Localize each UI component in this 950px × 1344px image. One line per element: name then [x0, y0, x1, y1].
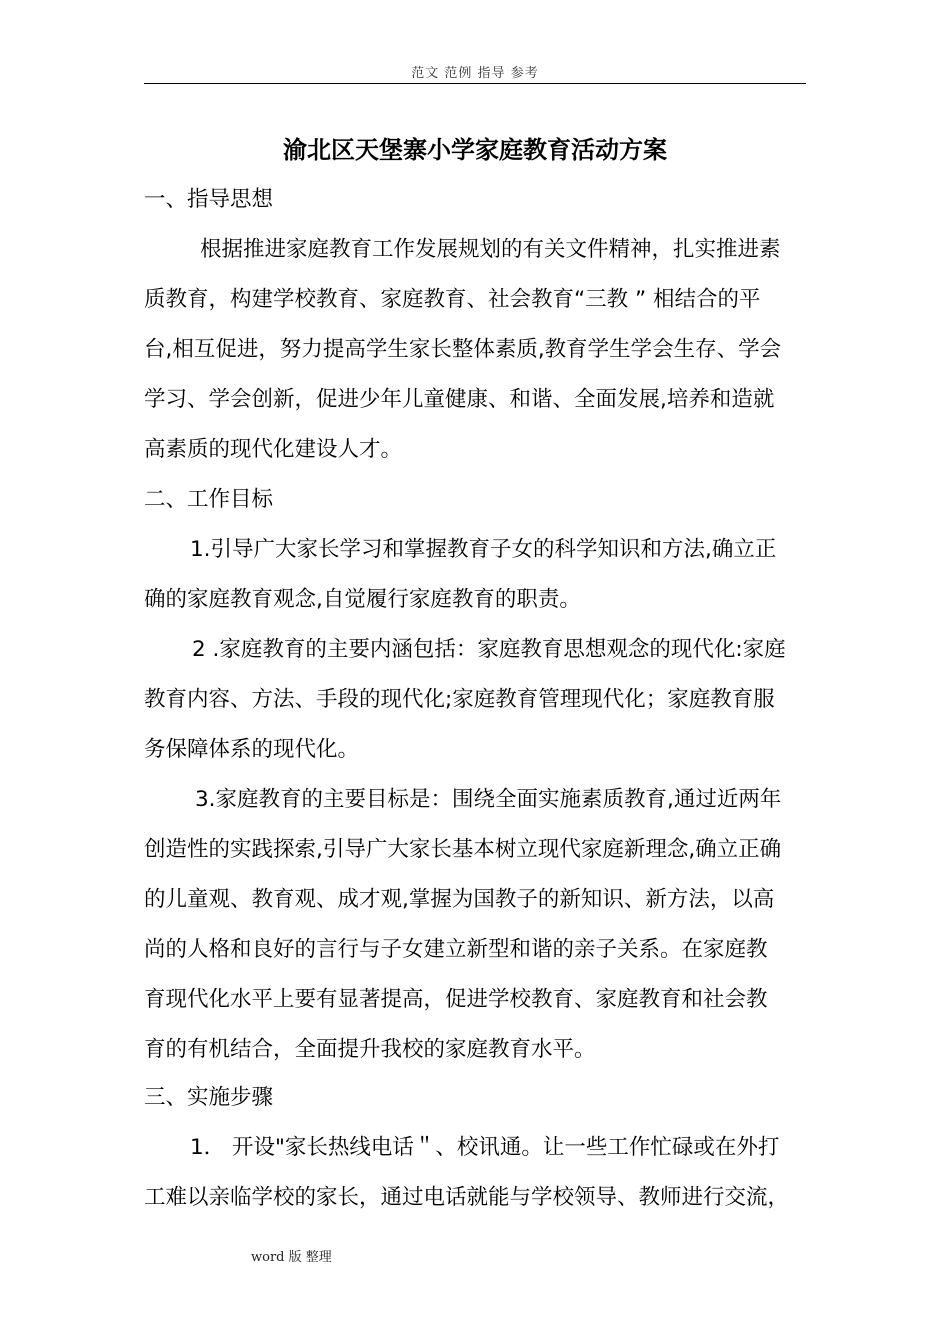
paragraph-line: 尚的人格和良好的言行与子女建立新型和谐的亲子关系。在家庭教 [144, 937, 768, 962]
paragraph-line: 学习、学会创新，促进少年儿童健康、和谐、全面发展,培养和造就 [144, 387, 775, 412]
document-title: 渝北区天堡寨小学家庭教育活动方案 [283, 136, 667, 164]
paragraph-line: 务保障体系的现代化。 [144, 737, 360, 762]
paragraph-line: 2 .家庭教育的主要内涵包括：家庭教育思想观念的现代化:家庭 [192, 637, 786, 662]
paragraph-line: 根据推进家庭教育工作发展规划的有关文件精神，扎实推进素 [200, 237, 781, 262]
paragraph-line: 育现代化水平上要有显著提高，促进学校教育、家庭教育和社会教 [144, 987, 768, 1012]
paragraph-line: 创造性的实践探索,引导广大家长基本树立现代家庭新理念,确立正确 [144, 837, 782, 862]
header-rule [144, 83, 806, 84]
paragraph-line: 工难以亲临学校的家长，通过电话就能与学校领导、教师进行交流， [144, 1185, 790, 1210]
section-heading-implementation-steps: 三、实施步骤 [144, 1085, 274, 1110]
paragraph-line: 台,相互促进，努力提高学生家长整体素质,教育学生学会生存、学会 [144, 337, 782, 362]
page-footer: word 版 整理 [251, 1250, 332, 1265]
paragraph-line: 高素质的现代化建设人才。 [144, 437, 403, 462]
section-heading-guiding-ideology: 一、指导思想 [144, 187, 274, 212]
page-header: 范文 范例 指导 参考 [411, 66, 539, 81]
paragraph-line: 质教育，构建学校教育、家庭教育、社会教育“三教 ” 相结合的平 [144, 287, 761, 312]
paragraph-line: 育的有机结合，全面提升我校的家庭教育水平。 [144, 1037, 596, 1062]
paragraph-line: 教育内容、方法、手段的现代化;家庭教育管理现代化；家庭教育服 [144, 687, 775, 712]
paragraph-line: 的儿童观、教育观、成才观,掌握为国教子的新知识、新方法，以高 [144, 887, 775, 912]
section-heading-work-goals: 二、工作目标 [144, 487, 274, 512]
paragraph-line: 1． 开设"家长热线电话＂、校讯通。让一些工作忙碌或在外打 [190, 1135, 780, 1160]
paragraph-line: 3.家庭教育的主要目标是：围绕全面实施素质教育,通过近两年 [195, 787, 782, 812]
paragraph-line: 1.引导广大家长学习和掌握教育子女的科学知识和方法,确立正 [190, 537, 777, 562]
paragraph-line: 确的家庭教育观念,自觉履行家庭教育的职责。 [144, 587, 581, 612]
